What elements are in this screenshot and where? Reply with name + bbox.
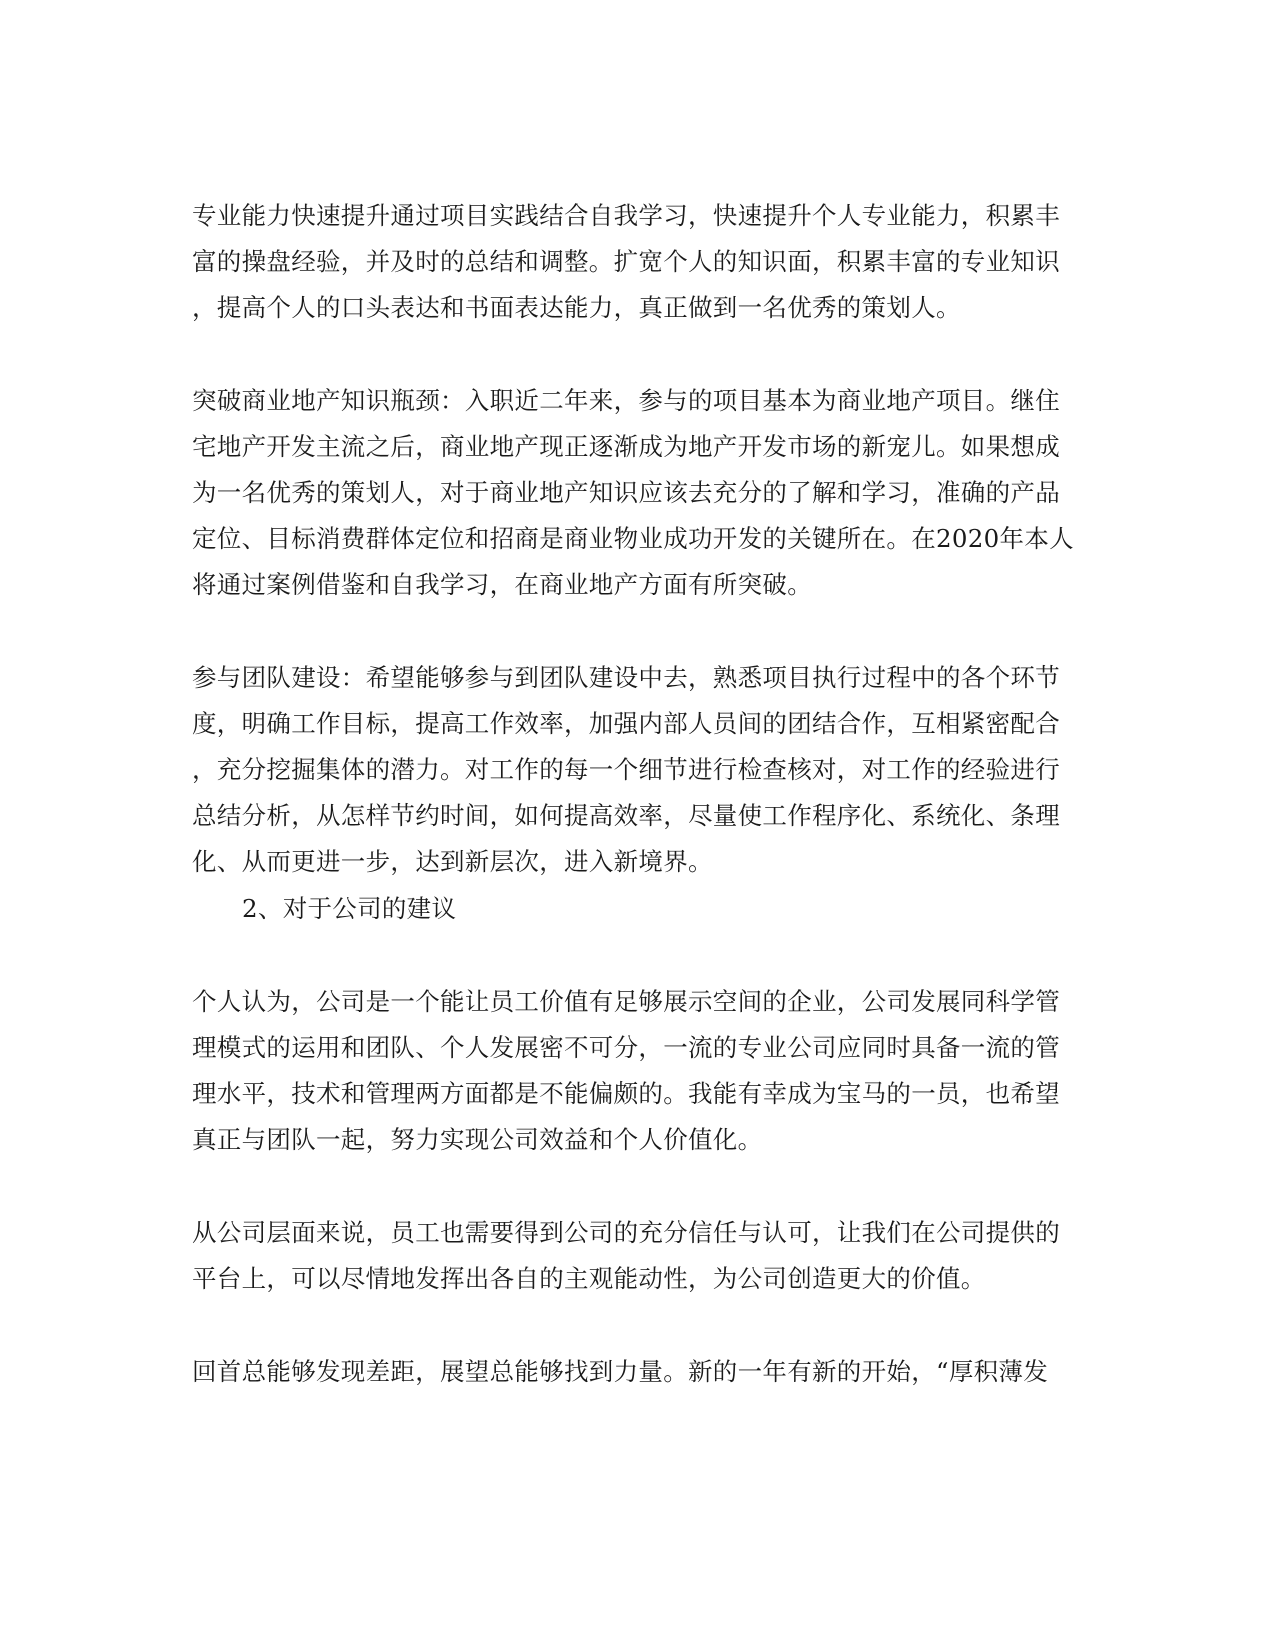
paragraph-1-line-3: ，提高个人的口头表达和书面表达能力，真正做到一名优秀的策划人。 xyxy=(192,293,961,322)
paragraph-1-line-1: 专业能力快速提升通过项目实践结合自我学习，快速提升个人专业能力，积累丰 xyxy=(192,201,1060,230)
paragraph-6-line-1: 回首总能够发现差距，展望总能够找到力量。新的一年有新的开始，“厚积薄发 xyxy=(192,1357,1049,1386)
paragraph-4-line-3: 理水平，技术和管理两方面都是不能偏颇的。我能有幸成为宝马的一员，也希望 xyxy=(192,1079,1060,1108)
paragraph-4-line-4: 真正与团队一起，努力实现公司效益和个人价值化。 xyxy=(192,1125,763,1154)
paragraph-2-line-1: 突破商业地产知识瓶颈：入职近二年来，参与的项目基本为商业地产项目。继住 xyxy=(192,386,1060,415)
section-heading: 2、对于公司的建议 xyxy=(242,894,457,923)
paragraph-2-line-3: 为一名优秀的策划人，对于商业地产知识应该去充分的了解和学习，准确的产品 xyxy=(192,478,1060,507)
paragraph-2-line-5: 将通过案例借鉴和自我学习，在商业地产方面有所突破。 xyxy=(192,570,812,599)
paragraph-4-line-2: 理模式的运用和团队、个人发展密不可分，一流的专业公司应同时具备一流的管 xyxy=(192,1033,1060,1062)
paragraph-3-line-5: 化、从而更进一步，达到新层次，进入新境界。 xyxy=(192,847,713,876)
paragraph-2-line-2: 宅地产开发主流之后，商业地产现正逐渐成为地产开发市场的新宠儿。如果想成 xyxy=(192,432,1060,461)
paragraph-3-line-4: 总结分析，从怎样节约时间，如何提高效率，尽量使工作程序化、系统化、条理 xyxy=(192,801,1060,830)
paragraph-4-line-1: 个人认为，公司是一个能让员工价值有足够展示空间的企业，公司发展同科学管 xyxy=(192,987,1060,1016)
paragraph-3-line-1: 参与团队建设：希望能够参与到团队建设中去，熟悉项目执行过程中的各个环节 xyxy=(192,663,1060,692)
paragraph-5-line-1: 从公司层面来说，员工也需要得到公司的充分信任与认可，让我们在公司提供的 xyxy=(192,1218,1060,1247)
paragraph-2-line-4: 定位、目标消费群体定位和招商是商业物业成功开发的关键所在。在2020年本人 xyxy=(192,524,1074,553)
paragraph-3-line-3: ，充分挖掘集体的潜力。对工作的每一个细节进行检查核对，对工作的经验进行 xyxy=(192,755,1060,784)
paragraph-5-line-2: 平台上，可以尽情地发挥出各自的主观能动性，为公司创造更大的价值。 xyxy=(192,1264,986,1293)
paragraph-3-line-2: 度，明确工作目标，提高工作效率，加强内部人员间的团结合作，互相紧密配合 xyxy=(192,709,1060,738)
paragraph-1-line-2: 富的操盘经验，并及时的总结和调整。扩宽个人的知识面，积累丰富的专业知识 xyxy=(192,247,1060,276)
